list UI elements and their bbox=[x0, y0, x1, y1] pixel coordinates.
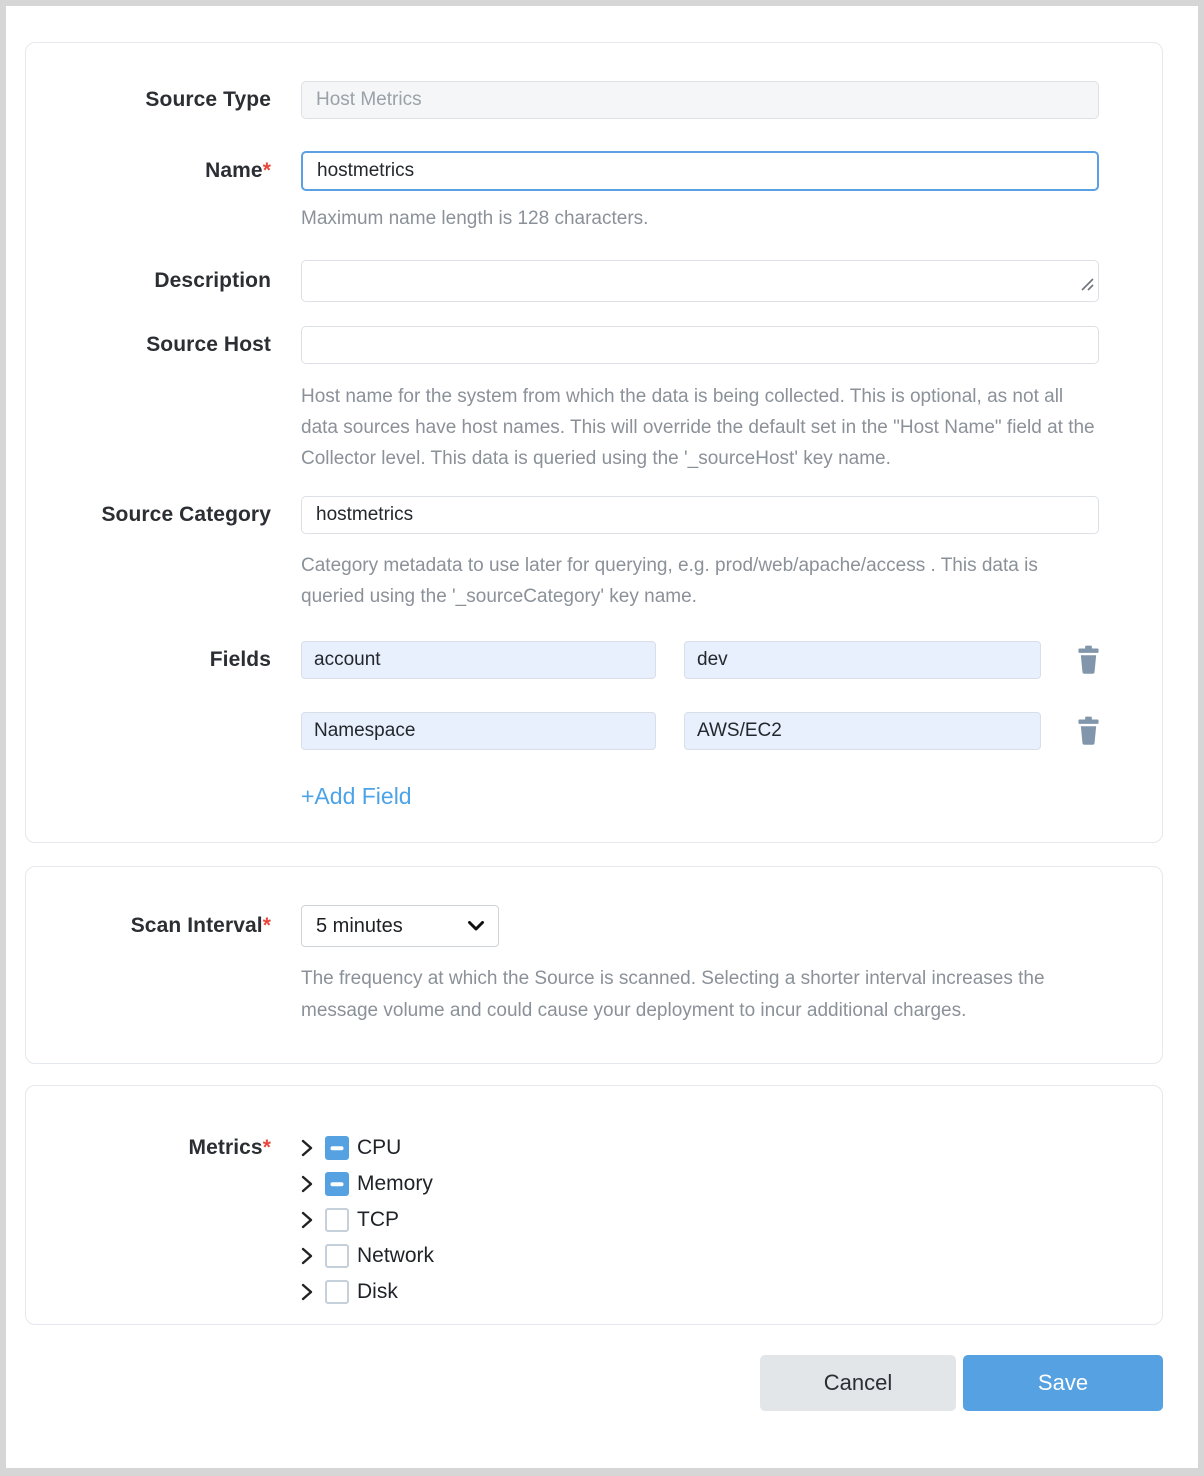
metric-item-label: TCP bbox=[357, 1208, 399, 1231]
form-actions bbox=[25, 1355, 1163, 1411]
source-settings-card bbox=[25, 42, 1163, 843]
name-required-asterisk: * bbox=[262, 159, 271, 182]
source-type-input bbox=[301, 81, 1099, 119]
source-type-row bbox=[26, 81, 1162, 119]
metric-checkbox[interactable] bbox=[325, 1244, 349, 1268]
delete-field-button[interactable] bbox=[1077, 645, 1100, 675]
field-row bbox=[301, 641, 1162, 679]
description-textarea[interactable] bbox=[301, 260, 1099, 302]
metric-checkbox[interactable] bbox=[325, 1280, 349, 1304]
scan-interval-card bbox=[25, 866, 1163, 1064]
chevron-right-icon[interactable] bbox=[301, 1283, 317, 1301]
source-host-help-text: Host name for the system from which the data is being collected. This is optional, as not all data sources have host names. This will override the default set in the "Host Name" field at the Collector level. This data is queried using the '_sourceHost' key name. bbox=[301, 386, 1095, 469]
metric-checkbox[interactable] bbox=[325, 1208, 349, 1232]
fields-row-group bbox=[26, 641, 1162, 810]
metric-tree-item bbox=[301, 1166, 1099, 1202]
trash-icon bbox=[1077, 734, 1100, 749]
metric-item-label: Disk bbox=[357, 1280, 398, 1303]
scan-interval-selected-value: 5 minutes bbox=[316, 914, 403, 937]
metrics-label: Metrics bbox=[188, 1136, 263, 1159]
delete-field-button[interactable] bbox=[1077, 716, 1100, 746]
chevron-right-icon[interactable] bbox=[301, 1139, 317, 1157]
field-key-input[interactable] bbox=[301, 712, 656, 750]
metric-tree-item bbox=[301, 1238, 1099, 1274]
scan-interval-label: Scan Interval bbox=[130, 914, 263, 937]
chevron-right-icon[interactable] bbox=[301, 1211, 317, 1229]
cancel-button[interactable]: Cancel bbox=[760, 1355, 956, 1411]
chevron-right-icon[interactable] bbox=[301, 1175, 317, 1193]
description-label: Description bbox=[154, 269, 271, 292]
field-value-input[interactable] bbox=[684, 712, 1041, 750]
fields-label: Fields bbox=[209, 648, 271, 671]
chevron-right-icon[interactable] bbox=[301, 1247, 317, 1265]
metric-item-label: Memory bbox=[357, 1172, 433, 1195]
name-row bbox=[26, 151, 1162, 234]
source-host-label: Source Host bbox=[146, 333, 271, 356]
scan-interval-help-text: The frequency at which the Source is scanned. Selecting a shorter interval increases the message volume and could cause your deployment to incur additional charges. bbox=[301, 968, 1045, 1021]
source-type-label: Source Type bbox=[145, 88, 271, 111]
field-key-input[interactable] bbox=[301, 641, 656, 679]
source-category-row bbox=[26, 496, 1162, 612]
name-label: Name bbox=[205, 159, 263, 182]
source-category-help-text: Category metadata to use later for querying, e.g. prod/web/apache/access . This data is queried using the '_sourceCategory' key name. bbox=[301, 555, 1038, 607]
metrics-row-group bbox=[26, 1130, 1162, 1310]
source-category-label: Source Category bbox=[101, 503, 271, 526]
description-row bbox=[26, 260, 1162, 302]
metrics-card bbox=[25, 1085, 1163, 1325]
metric-checkbox[interactable] bbox=[325, 1136, 349, 1160]
metric-item-label: CPU bbox=[357, 1136, 402, 1159]
field-value-input[interactable] bbox=[684, 641, 1041, 679]
name-input[interactable] bbox=[301, 151, 1099, 191]
name-help-text: Maximum name length is 128 characters. bbox=[301, 208, 649, 229]
trash-icon bbox=[1077, 663, 1100, 678]
source-host-input[interactable] bbox=[301, 326, 1099, 364]
scan-interval-select[interactable] bbox=[301, 905, 499, 947]
save-button[interactable]: Save bbox=[963, 1355, 1163, 1411]
metrics-required-asterisk: * bbox=[262, 1136, 271, 1159]
metric-tree-item bbox=[301, 1202, 1099, 1238]
add-field-link[interactable]: +Add Field bbox=[301, 783, 412, 809]
metric-checkbox[interactable] bbox=[325, 1172, 349, 1196]
metric-tree-item bbox=[301, 1130, 1099, 1166]
metric-tree-item bbox=[301, 1274, 1099, 1310]
resize-handle-icon[interactable] bbox=[1081, 278, 1094, 296]
metric-item-label: Network bbox=[357, 1244, 435, 1267]
source-host-row bbox=[26, 326, 1162, 474]
scan-interval-row bbox=[26, 905, 1162, 1027]
source-category-input[interactable] bbox=[301, 496, 1099, 534]
field-row bbox=[301, 712, 1162, 750]
scan-interval-required-asterisk: * bbox=[262, 914, 271, 937]
chevron-down-icon bbox=[468, 921, 484, 931]
